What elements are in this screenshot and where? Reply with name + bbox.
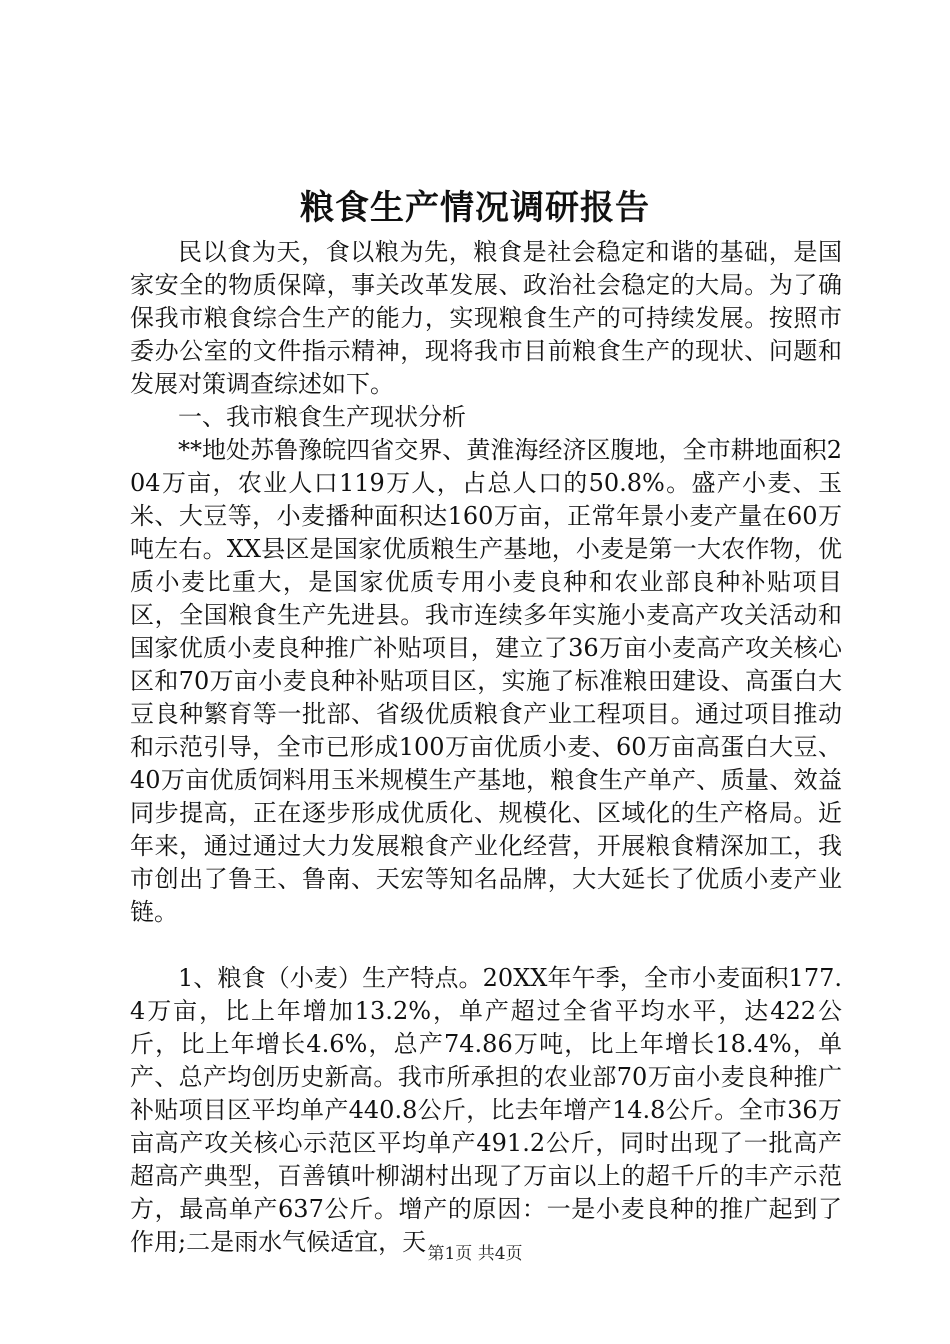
- wheat-production-paragraph: 1、粮食（小麦）生产特点。20XX年午季，全市小麦面积177.4万亩，比上年增加13.2%，单产超过全省平均水平，达422公斤，比上年增长4.6%，总产74.86万吨，比上年增长18.4%，单产、总产均创历史新高。我市所承担的农业部70万亩小麦良种推广补贴项目区平均单产440.8公斤，比去年增产14.8公斤。全市36万亩高产攻关核心示范区平均单产491.2公斤，同时出现了一批高产超高产典型，百善镇叶柳湖村出现了万亩以上的超千斤的丰产示范方，最高单产637公斤。增产的原因：一是小麦良种的推广起到了作用;二是雨水气候适宜，天: [130, 964, 842, 1256]
- overview-paragraph: **地处苏鲁豫皖四省交界、黄淮海经济区腹地，全市耕地面积204万亩，农业人口119万人，占总人口的50.8%。盛产小麦、玉米、大豆等，小麦播种面积达160万亩，正常年景小麦产量在60万吨左右。XX县区是国家优质粮生产基地，小麦是第一大农作物，优质小麦比重大，是国家优质专用小麦良种和农业部良种补贴项目区，全国粮食生产先进县。我市连续多年实施小麦高产攻关活动和国家优质小麦良种推广补贴项目，建立了36万亩小麦高产攻关核心区和70万亩小麦良种补贴项目区，实施了标准粮田建设、高蛋白大豆良种繁育等一批部、省级优质粮食产业工程项目。通过项目推动和示范引导，全市已形成100万亩优质小麦、60万亩高蛋白大豆、40万亩优质饲料用玉米规模生产基地，粮食生产单产、质量、效益同步提高，正在逐步形成优质化、规模化、区域化的生产格局。近年来，通过通过大力发展粮食产业化经营，开展粮食精深加工，我市创出了鲁王、鲁南、天宏等知名品牌，大大延长了优质小麦产业链。: [130, 436, 842, 926]
- document-title: 粮食生产情况调研报告: [300, 188, 650, 228]
- document-body: [130, 236, 842, 1259]
- page-footer: 第1页 共4页: [427, 1244, 523, 1264]
- section-heading: 一、我市粮食生产现状分析: [178, 403, 466, 431]
- intro-paragraph: 民以食为天，食以粮为先，粮食是社会稳定和谐的基础，是国家安全的物质保障，事关改革发展、政治社会稳定的大局。为了确保我市粮食综合生产的能力，实现粮食生产的可持续发展。按照市委办公室的文件指示精神，现将我市目前粮食生产的现状、问题和发展对策调查综述如下。: [130, 238, 842, 398]
